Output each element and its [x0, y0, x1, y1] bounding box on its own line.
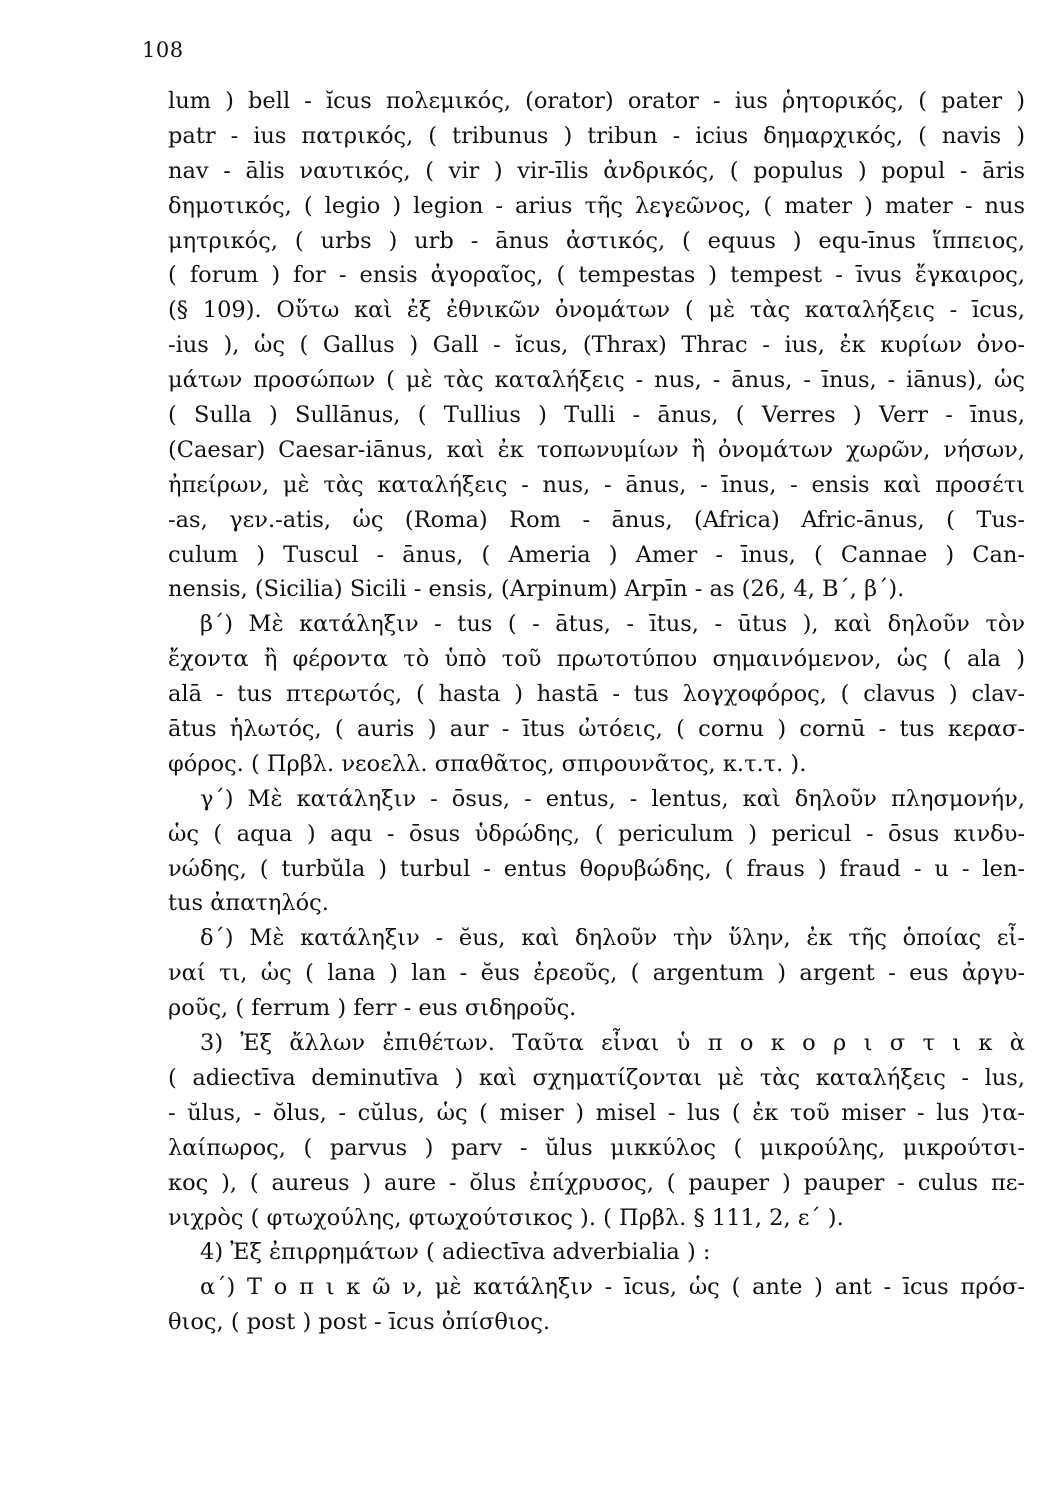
text-line: β΄) Μὲ κατάληξιν - tus ( - ātus, - ītus, - ūtus ), καὶ δηλοῦν τὸν: [200, 611, 1025, 638]
text-line: -ius ), ὡς ( Gallus ) Gall - ĭcus, (Thrax) Thrac - ius, ἐκ κυρίων ὀνο-: [168, 332, 1025, 359]
text-line: ἠπείρων, μὲ τὰς καταλήξεις - nus, - ānus, - īnus, - ensis καὶ προσέτι: [168, 471, 1025, 498]
text-line: δ΄) Μὲ κατάληξιν - ĕus, καὶ δηλοῦν τὴν ὕλην, ἐκ τῆς ὁποίας εἶ-: [200, 925, 1025, 952]
text-line: alā - tus πτερωτός, ( hasta ) hastā - tus λογχοφόρος, ( clavus ) clav-: [168, 681, 1025, 708]
text-line: α΄) Τ ο π ι κ ῶ ν, μὲ κατάληξιν - īcus, ὡς ( ante ) ant - īcus πρόσ-: [200, 1274, 1025, 1301]
text-line: -as, γεν.-atis, ὡς (Roma) Rom - ānus, (Africa) Afric-ānus, ( Tus-: [168, 506, 1025, 533]
text-line: 3) Ἐξ ἄλλων ἐπιθέτων. Ταῦτα εἶναι ὑ π ο κ ο ρ ι σ τ ι κ ὰ: [200, 1030, 1025, 1057]
text-line: νιχρὸς ( φτωχούλης, φτωχούτσικος ). ( Πρβλ. § 111, 2, ε΄ ).: [168, 1204, 844, 1231]
text-line: δημοτικός, ( legio ) legion - arius τῆς λεγεῶνος, ( mater ) mater - nus: [168, 192, 1025, 219]
text-line: λαίπωρος, ( parvus ) parv - ŭlus μικκύλος ( μικρούλης, μικρούτσι-: [168, 1134, 1025, 1161]
text-line: lum ) bell - ĭcus πολεμικός, (orator) orator - ius ῥητορικός, ( pater ): [168, 88, 1025, 114]
text-line: tus ἀπατηλός.: [168, 890, 329, 917]
text-line: (§ 109). Οὕτω καὶ ἐξ ἐθνικῶν ὀνομάτων ( μὲ τὰς καταλήξεις - īcus,: [168, 297, 1025, 324]
text-line: μάτων προσώπων ( μὲ τὰς καταλήξεις - nus, - ānus, - īnus, - iānus), ὡς: [168, 367, 1025, 394]
text-line: θιος, ( post ) post - īcus ὀπίσθιος.: [168, 1309, 550, 1336]
text-line: 4) Ἐξ ἐπιρρημάτων ( adiectīva adverbialia ) :: [200, 1239, 711, 1266]
text-line: (Caesar) Caesar-iānus, καὶ ἐκ τοπωνυμίων ἢ ὀνομάτων χωρῶν, νήσων,: [168, 436, 1025, 463]
text-line: ναί τι, ὡς ( lana ) lan - ĕus ἐρεοῦς, ( argentum ) argent - eus ἀργυ-: [168, 960, 1025, 987]
page-number: 108: [142, 38, 184, 62]
text-line: patr - ius πατρικός, ( tribunus ) tribun - icius δημαρχικός, ( navis ): [168, 122, 1025, 149]
text-line: γ΄) Μὲ κατάληξιν - ōsus, - entus, - lentus, καὶ δηλοῦν πλησμονήν,: [200, 785, 1025, 812]
text-line: φόρος. ( Πρβλ. νεοελλ. σπαθᾶτος, σπιρουνᾶτος, κ.τ.τ. ).: [168, 750, 807, 777]
text-line: ὡς ( aqua ) aqu - ōsus ὑδρώδης, ( periculum ) pericul - ōsus κινδυ-: [168, 820, 1025, 847]
text-line: νώδης, ( turbŭla ) turbul - entus θορυβώδης, ( fraus ) fraud - u - len-: [168, 855, 1025, 882]
body-text: [168, 84, 1025, 1340]
text-line: ( forum ) for - ensis ἀγοραῖος, ( tempestas ) tempest - īvus ἔγκαιρος,: [168, 262, 1025, 289]
text-line: ātus ἡλωτός, ( auris ) aur - ītus ὠτόεις, ( cornu ) cornū - tus κερασ-: [168, 716, 1025, 743]
text-line: κος ), ( aureus ) aure - ŏlus ἐπίχρυσος, ( pauper ) pauper - culus πε-: [168, 1169, 1025, 1196]
text-line: ( Sulla ) Sullānus, ( Tullius ) Tulli - ānus, ( Verres ) Verr - īnus,: [168, 402, 1025, 429]
text-line: nensis, (Sicilia) Sicili - ensis, (Arpinum) Arpīn - as (26, 4, Β΄, β΄).: [168, 576, 905, 603]
text-line: ( adiectīva deminutīva ) καὶ σχηματίζονται μὲ τὰς καταλήξεις - lus,: [168, 1064, 1025, 1091]
text-line: nav - ālis ναυτικός, ( vir ) vir-īlis ἀνδρικός, ( populus ) popul - āris: [168, 157, 1025, 184]
text-line: μητρικός, ( urbs ) urb - ānus ἀστικός, ( equus ) equ-īnus ἵππειος,: [168, 227, 1025, 254]
text-line: - ŭlus, - ŏlus, - cŭlus, ὡς ( miser ) misel - lus ( ἐκ τοῦ miser - lus )τα-: [168, 1099, 1025, 1126]
text-line: culum ) Tuscul - ānus, ( Ameria ) Amer - īnus, ( Cannae ) Can-: [168, 541, 1025, 568]
text-line: ἔχοντα ἢ φέροντα τὸ ὑπὸ τοῦ πρωτοτύπου σημαινόμενον, ὡς ( ala ): [168, 646, 1025, 673]
text-line: ροῦς, ( ferrum ) ferr - eus σιδηροῦς.: [168, 995, 577, 1022]
